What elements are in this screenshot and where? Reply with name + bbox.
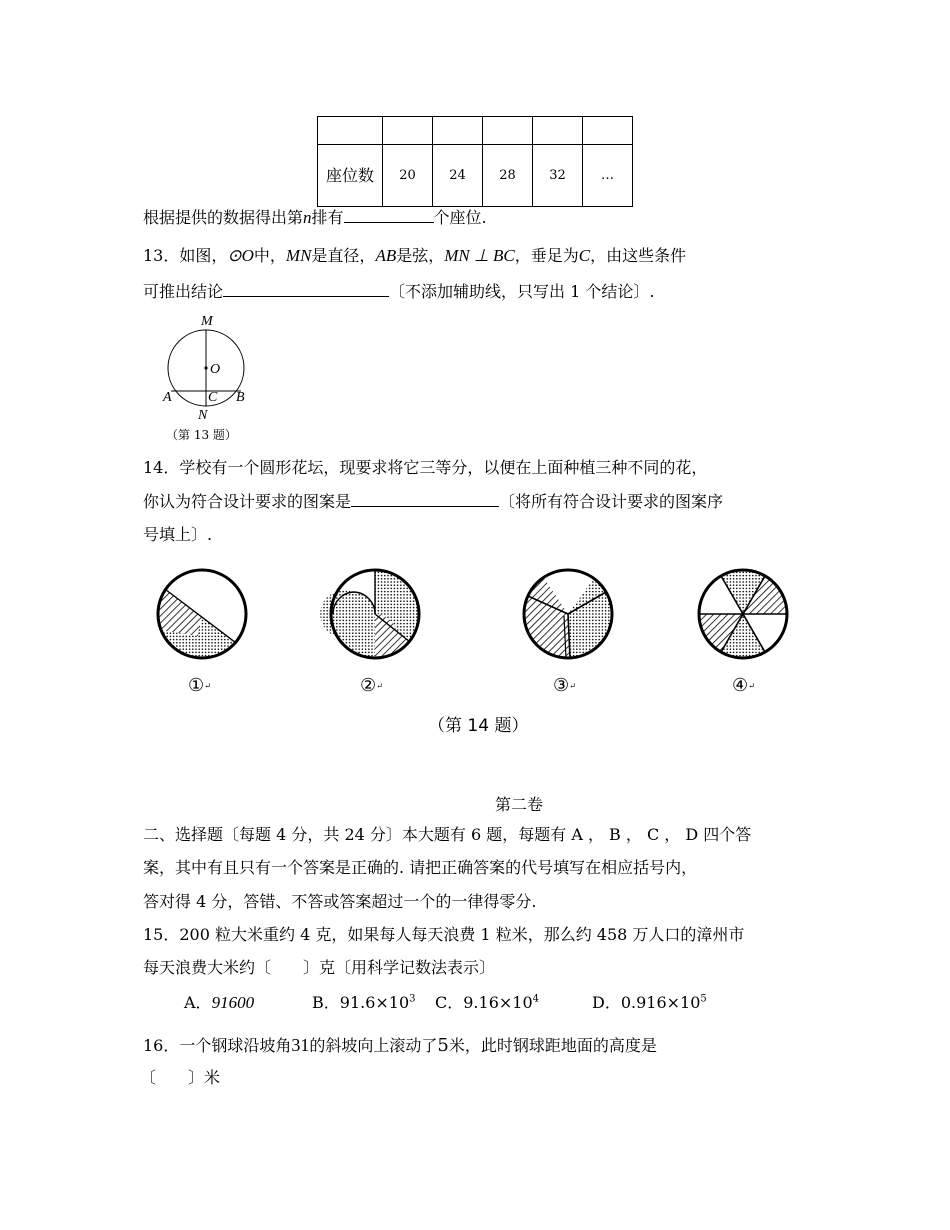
q13-line2: 可推出结论 〔不添加辅助线，只写出 1 个结论〕. — [143, 282, 655, 301]
q15-option-b[interactable]: B．$91.6\times 10^3$ — [312, 993, 416, 1012]
section-intro-line2: 案，其中有且只有一个答案是正确的. 请把正确答案的代号填写在相应括号内， — [143, 858, 698, 877]
figure-label-3: ③↵ — [553, 675, 576, 696]
q13-answer-blank[interactable] — [223, 282, 389, 297]
q14-line2: 你认为符合设计要求的图案是 〔将所有符合设计要求的图案序 — [143, 492, 724, 511]
q15-option-c[interactable]: C．$9.16\times 10^4$ — [435, 993, 540, 1012]
q13-caption: （第 13 题） — [166, 428, 237, 442]
figure-label-2: ②↵ — [360, 675, 383, 696]
label-a: A — [163, 390, 172, 405]
q15-line2: 每天浪费大米约〔 〕克〔用科学记数法表示〕 — [143, 958, 496, 977]
q15-option-d[interactable]: D．$0.916\times 10^5$ — [592, 993, 707, 1012]
q14-answer-blank[interactable] — [351, 492, 499, 507]
section-intro-line1: 二、选择题〔每题 4 分，共 24 分〕本大题有 6 题，每题有 A ， B ， C ， D 四个答 — [143, 825, 752, 844]
figure-label-1: ①↵ — [188, 675, 211, 696]
label-o: O — [210, 362, 221, 377]
seat-table-cell: 32 — [533, 145, 583, 207]
seat-table-cell: 28 — [483, 145, 533, 207]
seat-table-cell: 24 — [433, 145, 483, 207]
q15-line1: 15．200 粒大米重约 4 克，如果每人每天浪费 1 粒米，那么约 458 万人口的漳州市 — [143, 925, 745, 944]
section-title: 第二卷 — [495, 795, 544, 814]
pattern-figure-3 — [524, 570, 612, 658]
q14-caption: （第 14 题） — [428, 716, 529, 736]
label-c: C — [208, 390, 218, 405]
seat-table — [317, 116, 633, 207]
pattern-figure-2 — [320, 570, 420, 658]
seat-table-header: 座位数 — [318, 145, 383, 207]
seat-table-cell: … — [583, 145, 633, 207]
label-m: M — [201, 314, 213, 329]
circle-o-symbol: ⊙O — [227, 246, 254, 265]
center-point — [204, 366, 207, 369]
q12-answer-line: 根据提供的数据得出第n排有 个座位. — [143, 208, 487, 227]
figure-label-4: ④↵ — [732, 675, 755, 696]
section-intro-line3: 答对得 4 分，答错、不答或答案超过一个的一律得零分. — [143, 892, 537, 911]
seat-table-cell: 20 — [383, 145, 433, 207]
q13-line1: 13．如图，⊙O中，MN是直径，AB是弦，MN ⊥ BC，垂足为C，由这些条件 — [143, 246, 687, 265]
q16-line2: 〔 〕米 — [140, 1068, 221, 1087]
q14-line3: 号填上〕. — [143, 525, 213, 544]
pattern-figure-4 — [699, 570, 787, 658]
q14-pattern-figures — [140, 558, 810, 670]
label-b: B — [236, 390, 245, 405]
q14-line1: 14．学校有一个圆形花坛，现要求将它三等分，以便在上面种植三种不同的花， — [143, 458, 708, 477]
q15-option-a[interactable]: A．91600 — [184, 993, 255, 1012]
pattern-figure-1 — [157, 570, 246, 658]
label-n: N — [198, 408, 208, 423]
q12-answer-blank[interactable] — [344, 208, 434, 223]
q13-circle-figure — [160, 312, 256, 424]
q16-line1: 16．一个钢球沿坡角31的斜坡向上滚动了5米，此时钢球距地面的高度是 — [143, 1035, 657, 1056]
